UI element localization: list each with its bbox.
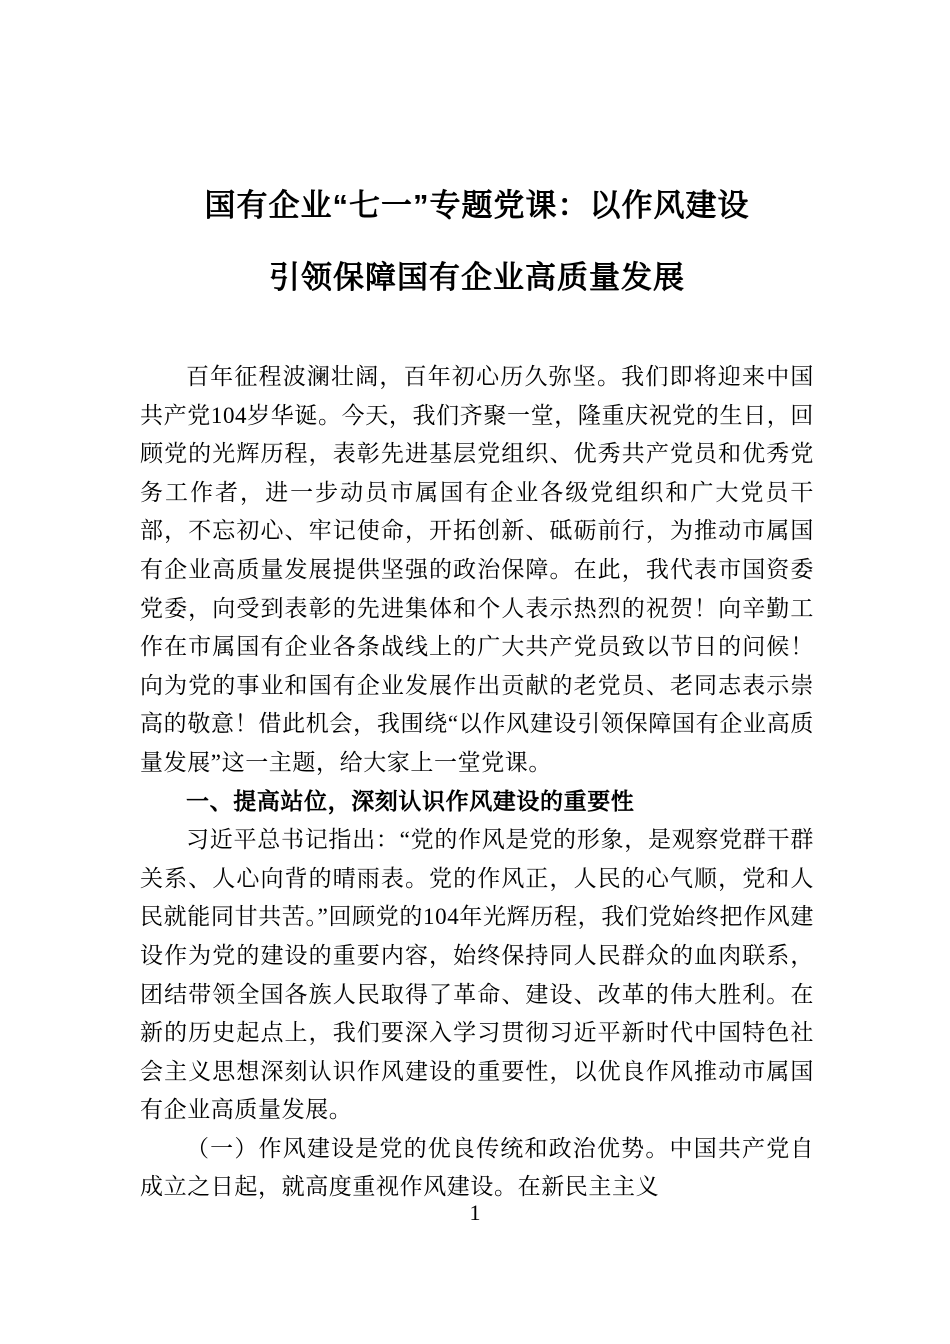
- paragraph-intro: 百年征程波澜壮阔，百年初心历久弥坚。我们即将迎来中国共产党104岁华诞。今天，我们齐聚一堂，隆重庆祝党的生日，回顾党的光辉历程，表彰先进基层党组织、优秀共产党员和优秀党务工作者，进一步动员市属国有企业各级党组织和广大党员干部，不忘初心、牢记使命，开拓创新、砥砺前行，为推动市属国有企业高质量发展提供坚强的政治保障。在此，我代表市国资委党委，向受到表彰的先进集体和个人表示热烈的祝贺！向辛勤工作在市属国有企业各条战线上的广大共产党员致以节日的问候！向为党的事业和国有企业发展作出贡献的老党员、老同志表示崇高的敬意！借此机会，我围绕“以作风建设引领保障国有企业高质量发展”这一主题，给大家上一堂党课。: [140, 364, 814, 775]
- document-body: [140, 358, 814, 1207]
- section-heading-1: 一、提高站位，深刻认识作风建设的重要性: [186, 788, 635, 814]
- paragraph-subsection-1: （一）作风建设是党的优良传统和政治优势。中国共产党自成立之日起，就高度重视作风建设。在新民主主义: [140, 1135, 814, 1200]
- title-line-1: 国有企业“七一”专题党课：以作风建设: [204, 188, 750, 223]
- paragraph-section-1-body: 习近平总书记指出：“党的作风是党的形象，是观察党群干群关系、人心向背的晴雨表。党的作风正，人民的心气顺，党和人民就能同甘共苦。”回顾党的104年光辉历程，我们党始终把作风建设作为党的建设的重要内容，始终保持同人民群众的血肉联系，团结带领全国各族人民取得了革命、建设、改革的伟大胜利。在新的历史起点上，我们要深入学习贯彻习近平新时代中国特色社会主义思想深刻认识作风建设的重要性，以优良作风推动市属国有企业高质量发展。: [140, 827, 814, 1123]
- title-line-2: 引领保障国有企业高质量发展: [269, 260, 685, 295]
- page-title: [140, 170, 814, 314]
- page-number: 1: [469, 1200, 481, 1225]
